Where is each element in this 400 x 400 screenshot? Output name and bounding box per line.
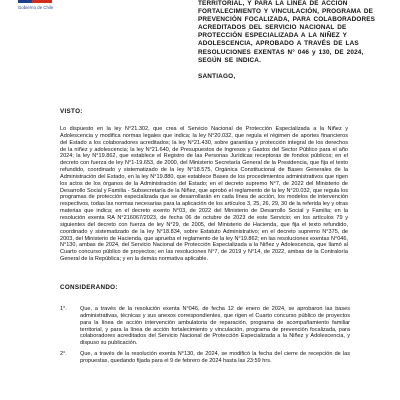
- visto-heading: VISTO:: [60, 108, 83, 115]
- considerando-item: [60, 351, 350, 365]
- title-line: FORTALECIMIENTO Y VINCULACIÓN, PROGRAMA DE: [198, 8, 374, 16]
- logo-text: Gobierno de Chile: [18, 5, 54, 10]
- place-line: SANTIAGO,: [198, 73, 236, 80]
- title-line: PREVENCIÓN FOCALIZADA, PARA COLABORADORES: [198, 16, 376, 24]
- item-text: Que, a través de la resolución exenta N°046, de fecha 12 de enero de 2024, se aprobaron las bases administrativas, técnicas y sus anexos correspondientes, que rigen el Cuarto concurso público de proyectos para la línea de acción intervención ambulatoria de reparación, programa de acompañamiento familiar territorial, y para la línea de acción fortalecimiento y vinculación, programa de prevención focalizada, para colaboradores acreditados del Servicio Nacional de Protección Especializada a la Niñez y Adolescencia, y dispuso su publicación.: [80, 306, 350, 347]
- chile-flag-icon: [18, 0, 52, 3]
- title-line: RESOLUCIONES EXENTAS N° 046 y 130, DE 2024,: [198, 48, 364, 56]
- title-line: ADOLESCENCIA, APROBADO A TRAVÉS DE LAS: [198, 40, 359, 48]
- resolution-title: [198, 0, 376, 65]
- considerando-item: [60, 306, 350, 347]
- title-line: TERRITORIAL, Y PARA LA LÍNEA DE ACCIÓN: [198, 0, 348, 7]
- item-number: 2°.: [60, 351, 67, 357]
- title-line: PROTECCIÓN ESPECIALIZADA A LA NIÑEZ Y: [198, 32, 348, 40]
- item-text: Que, a través de la resolución exenta N°130, de 2024, se modificó la fecha del cierre de recepción de las propuestas, quedando fijada para el 9 de febrero de 2024 hasta las 23:59 hrs.: [80, 351, 350, 364]
- government-logo: [14, 0, 62, 30]
- item-number: 1°.: [60, 306, 67, 312]
- considerando-heading: CONSIDERANDO:: [60, 284, 118, 291]
- title-line: SEGÚN SE INDICA.: [198, 56, 261, 64]
- visto-paragraph: Lo dispuesto en la ley N°21.302, que crea el Servicio Nacional de Protección Especializada a la Niñez y Adolescencia y modifica normas legales que indica; la ley N°20.032, que regula el régimen de aportes financieros del Estado a los colaboradores acreditados; la ley N°21.430, sobre garantías y protección integral de los derechos de la niñez y adolescencia; la ley N°21.640, de Presupuestos de Ingresos y Gastos del Sector Público para el año 2024; la ley N°19.862, que establece el Registro de las Personas Jurídicas receptoras de fondos públicos; en el decreto con fuerza de ley N°1-19.653, de 2000, del Ministerio Secretaría General de la Presidencia, que fija el texto refundido, coordinado y sistematizado de la ley N°18.575, Orgánica Constitucional de Bases Generales de la Administración del Estado, en la ley N°19.880, que establece Bases de los procedimientos administrativos que rigen los actos de los órganos de la Administración del Estado; en el decreto supremo N°7, de 2022 del Ministerio de Desarrollo Social y Familia - Subsecretaría de la Niñez, que aprobó el reglamento de la ley N°20.032, que regula los programas de protección especializada que se desarrollarán en cada línea de acción, los modelos de intervención respectivos, todas las normas necesarias para la aplicación de los artículos 3, 25, 26, 29, 30 de la referida ley y otras materias que indica; en el decreto exento N°03, de 2022 del Ministerio de Desarrollo Social y Familia; en la resolución exenta RA N°216067/2023, de fecha 06 de octubre de 2023 de este Servicio; en los artículos 79 y siguientes del decreto con fuerza de ley N°29, de 2005, del Ministerio de Hacienda, que fija el texto refundido, coordinado y sistematizado de la ley N°18.834, sobre Estatuto Administrativo; en el decreto supremo N°375, de 2003, del Ministerio de Hacienda, que aprueba el reglamento de la ley N°19.862; en las resoluciones exentas N°046, N°130, ambas de 2024, del Servicio Nacional de Protección Especializada a la Niñez y Adolescencia, que llamó al Cuarto concurso público de proyectos; en las resoluciones N°7, de 2019 y N°14, de 2022, ambas de la Contraloría General de la República; y en la demás normativa aplicable.: [60, 126, 348, 263]
- title-line: ACREDITADOS DEL SERVICIO NACIONAL DE: [198, 24, 347, 32]
